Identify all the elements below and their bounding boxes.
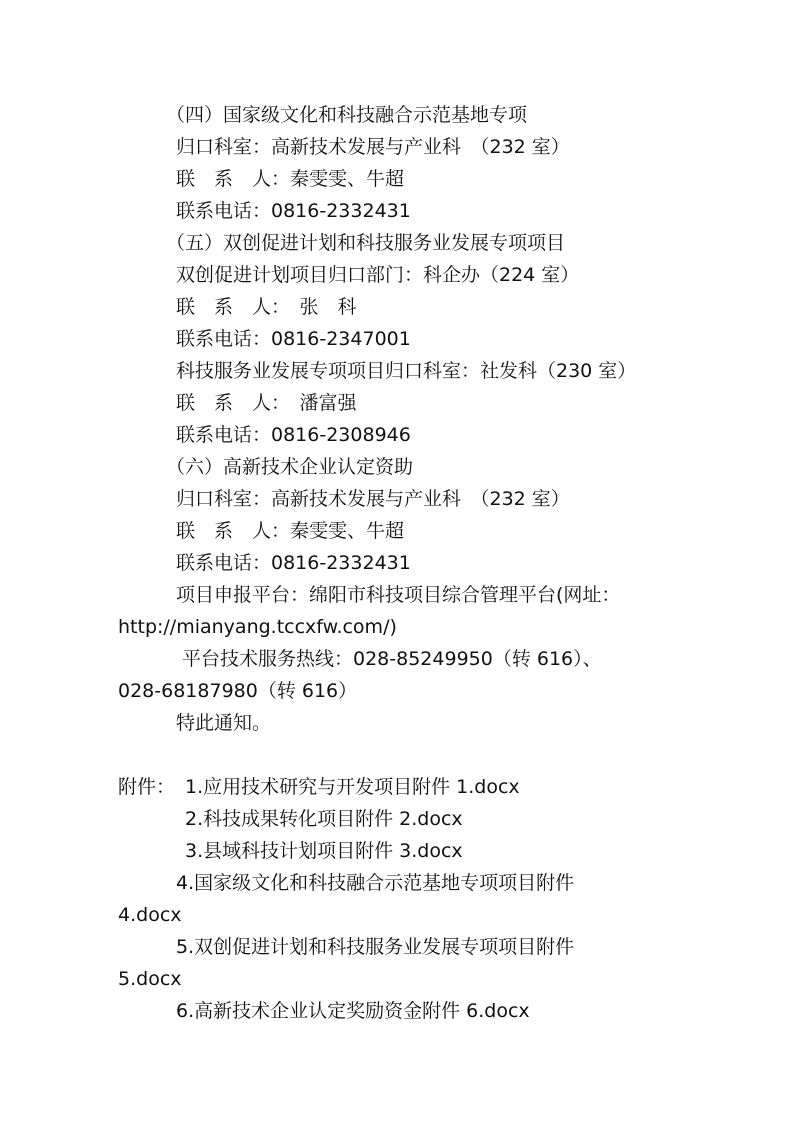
section-6-contact: 联 系 人：秦雯雯、牛超	[176, 520, 405, 542]
attachment-item[interactable]: 4.国家级文化和科技融合示范基地专项项目附件	[176, 872, 575, 894]
section-6-phone: 联系电话：0816-2332431	[176, 552, 411, 574]
section-4-phone: 联系电话：0816-2332431	[176, 200, 411, 222]
section-6-office: 归口科室：高新技术发展与产业科 （232 室）	[176, 488, 570, 510]
attachment-item[interactable]: 5.双创促进计划和科技服务业发展专项项目附件	[176, 936, 575, 958]
attachment-item[interactable]: 6.高新技术企业认定奖励资金附件 6.docx	[176, 1000, 530, 1022]
section-4-heading: （四）国家级文化和科技融合示范基地专项	[166, 104, 528, 126]
section-5-heading: （五）双创促进计划和科技服务业发展专项项目	[166, 232, 566, 254]
attachment-item[interactable]: 2.科技成果转化项目附件 2.docx	[185, 808, 463, 830]
platform-url[interactable]: http://mianyang.tccxfw.com/)	[118, 616, 397, 638]
section-4-office: 归口科室：高新技术发展与产业科 （232 室）	[176, 136, 570, 158]
attachment-item-continued[interactable]: 4.docx	[118, 904, 182, 926]
attachment-item[interactable]: 1.应用技术研究与开发项目附件 1.docx	[185, 776, 520, 798]
hotline-line-1: 平台技术服务热线：028-85249950（转 616）、	[182, 648, 602, 670]
section-5-contact: 联 系 人： 张 科	[176, 296, 357, 318]
attachments-label: 附件：	[118, 776, 176, 798]
section-5-phone: 联系电话：0816-2347001	[176, 328, 411, 350]
section-5-contact-2: 联 系 人： 潘富强	[176, 392, 357, 414]
attachment-item[interactable]: 3.县域科技计划项目附件 3.docx	[185, 840, 463, 862]
hotline-line-2: 028-68187980（转 616）	[118, 680, 358, 702]
closing-text: 特此通知。	[176, 712, 272, 734]
section-5-office-2: 科技服务业发展专项项目归口科室：社发科（230 室）	[176, 360, 637, 382]
section-4-contact: 联 系 人：秦雯雯、牛超	[176, 168, 405, 190]
section-6-heading: （六）高新技术企业认定资助	[166, 456, 414, 478]
platform-line-1: 项目申报平台：绵阳市科技项目综合管理平台(网址：	[176, 584, 621, 606]
section-5-office: 双创促进计划项目归口部门：科企办（224 室）	[176, 264, 580, 286]
section-5-phone-2: 联系电话：0816-2308946	[176, 424, 411, 446]
attachment-item-continued[interactable]: 5.docx	[118, 968, 182, 990]
